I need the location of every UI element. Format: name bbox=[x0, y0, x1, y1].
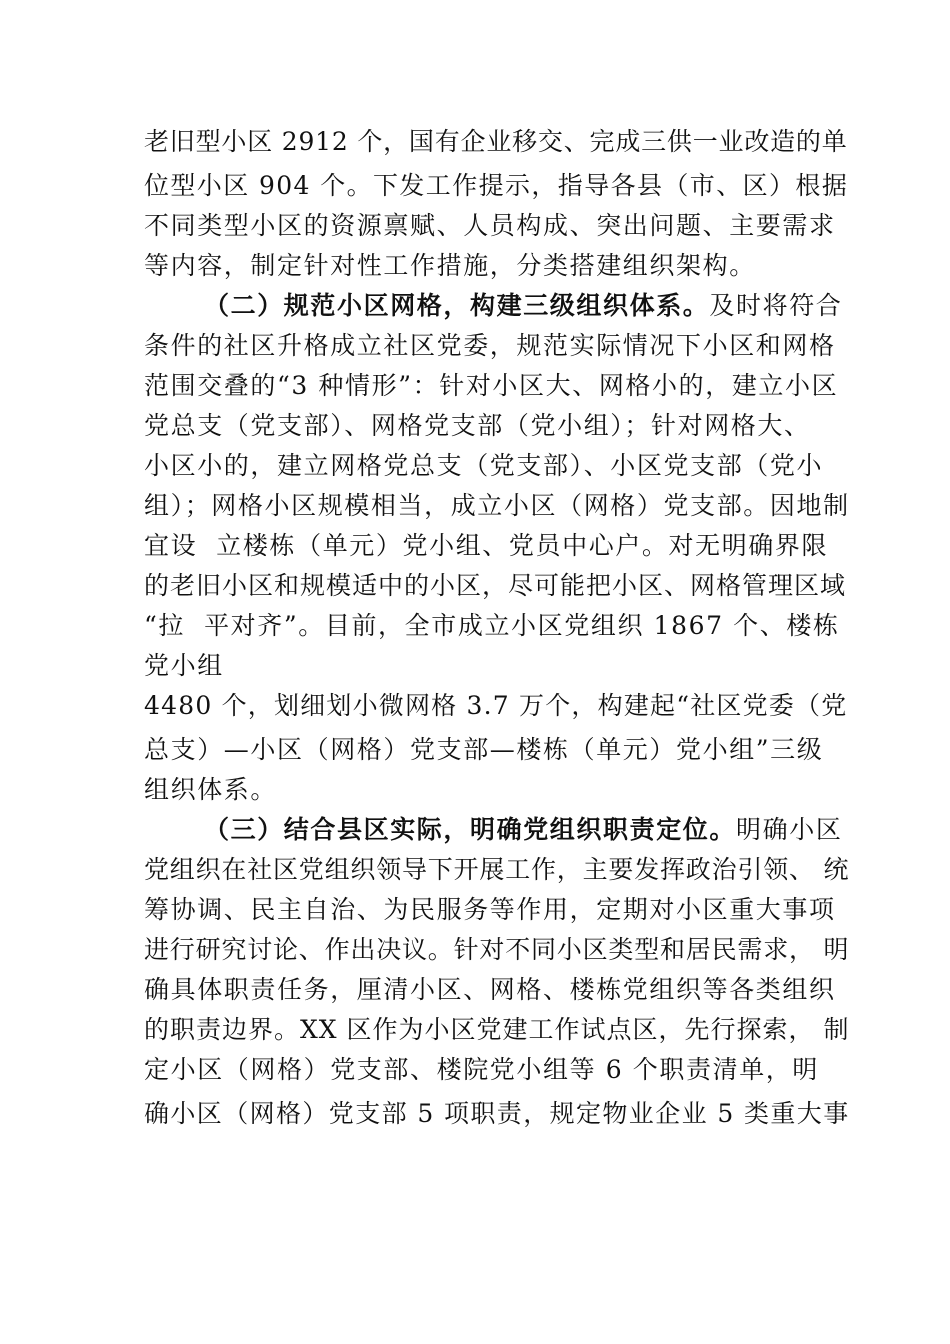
paragraph-3-heading: （三）结合县区实际，明确党组织职责定位。 bbox=[204, 815, 737, 844]
paragraph-2-line-11: 4480 个，划细划小微网格 3.7 万个，构建起“社区党委（党 bbox=[144, 691, 848, 720]
paragraph-3-line-6: 的职责边界。XX 区作为小区党建工作试点区，先行探索， 制 bbox=[144, 1015, 850, 1044]
paragraph-3-first-line bbox=[204, 810, 842, 850]
paragraph-1-line-1: 老旧型小区 2912 个，国有企业移交、完成三供一业改造的单 bbox=[144, 127, 848, 156]
paragraph-2-line-5: 小区小的，建立网格党总支（党支部）、小区党支部（党小 bbox=[144, 451, 824, 480]
paragraph-3-line-5: 确具体职责任务，厘清小区、网格、楼栋党组织等各类组织 bbox=[144, 975, 836, 1004]
paragraph-3-first-line-rest: 明确小区 bbox=[736, 815, 843, 844]
paragraph-2-line-3: 范围交叠的“3 种情形”：针对小区大、网格小的，建立小区 bbox=[144, 371, 839, 400]
paragraph-2-line-2: 条件的社区升格成立社区党委，规范实际情况下小区和网格 bbox=[144, 331, 836, 360]
paragraph-1-line-4: 等内容，制定针对性工作措施，分类搭建组织架构。 bbox=[144, 251, 756, 280]
paragraph-2-line-10: 党小组 bbox=[144, 651, 224, 680]
paragraph-2-line-4: 党总支（党支部）、网格党支部（党小组）；针对网格大、 bbox=[144, 411, 811, 440]
paragraph-2-first-line bbox=[204, 286, 842, 326]
paragraph-3-line-4: 进行研究讨论、作出决议。针对不同小区类型和居民需求， 明 bbox=[144, 935, 850, 964]
paragraph-1-line-3: 不同类型小区的资源禀赋、人员构成、突出问题、主要需求 bbox=[144, 211, 836, 240]
paragraph-2-line-7: 宜设 立楼栋（单元）党小组、党员中心户。对无明确界限 bbox=[144, 531, 829, 560]
paragraph-2-heading: （二）规范小区网格，构建三级组织体系。 bbox=[204, 291, 710, 320]
paragraph-2-line-9: “拉 平对齐”。目前，全市成立小区党组织 1867 个、楼栋 bbox=[144, 611, 840, 640]
paragraph-2-line-6: 组）；网格小区规模相当，成立小区（网格）党支部。因地制 bbox=[144, 491, 850, 520]
paragraph-2-line-8: 的老旧小区和规模适中的小区，尽可能把小区、网格管理区域 bbox=[144, 571, 847, 600]
paragraph-3-line-2: 党组织在社区党组织领导下开展工作，主要发挥政治引领、 统 bbox=[144, 855, 850, 884]
paragraph-2-line-13: 组织体系。 bbox=[144, 775, 278, 804]
paragraph-1-line-2: 位型小区 904 个。下发工作提示，指导各县（市、区）根据 bbox=[144, 171, 849, 200]
paragraph-2-line-12: 总支）—小区（网格）党支部—楼栋（单元）党小组”三级 bbox=[144, 735, 824, 764]
paragraph-3-line-8: 确小区（网格）党支部 5 项职责，规定物业企业 5 类重大事 bbox=[144, 1099, 850, 1128]
paragraph-3-line-7: 定小区（网格）党支部、楼院党小组等 6 个职责清单，明 bbox=[144, 1055, 820, 1084]
paragraph-3-line-3: 筹协调、民主自治、为民服务等作用，定期对小区重大事项 bbox=[144, 895, 836, 924]
paragraph-2-first-line-rest: 及时将符合 bbox=[709, 291, 843, 320]
